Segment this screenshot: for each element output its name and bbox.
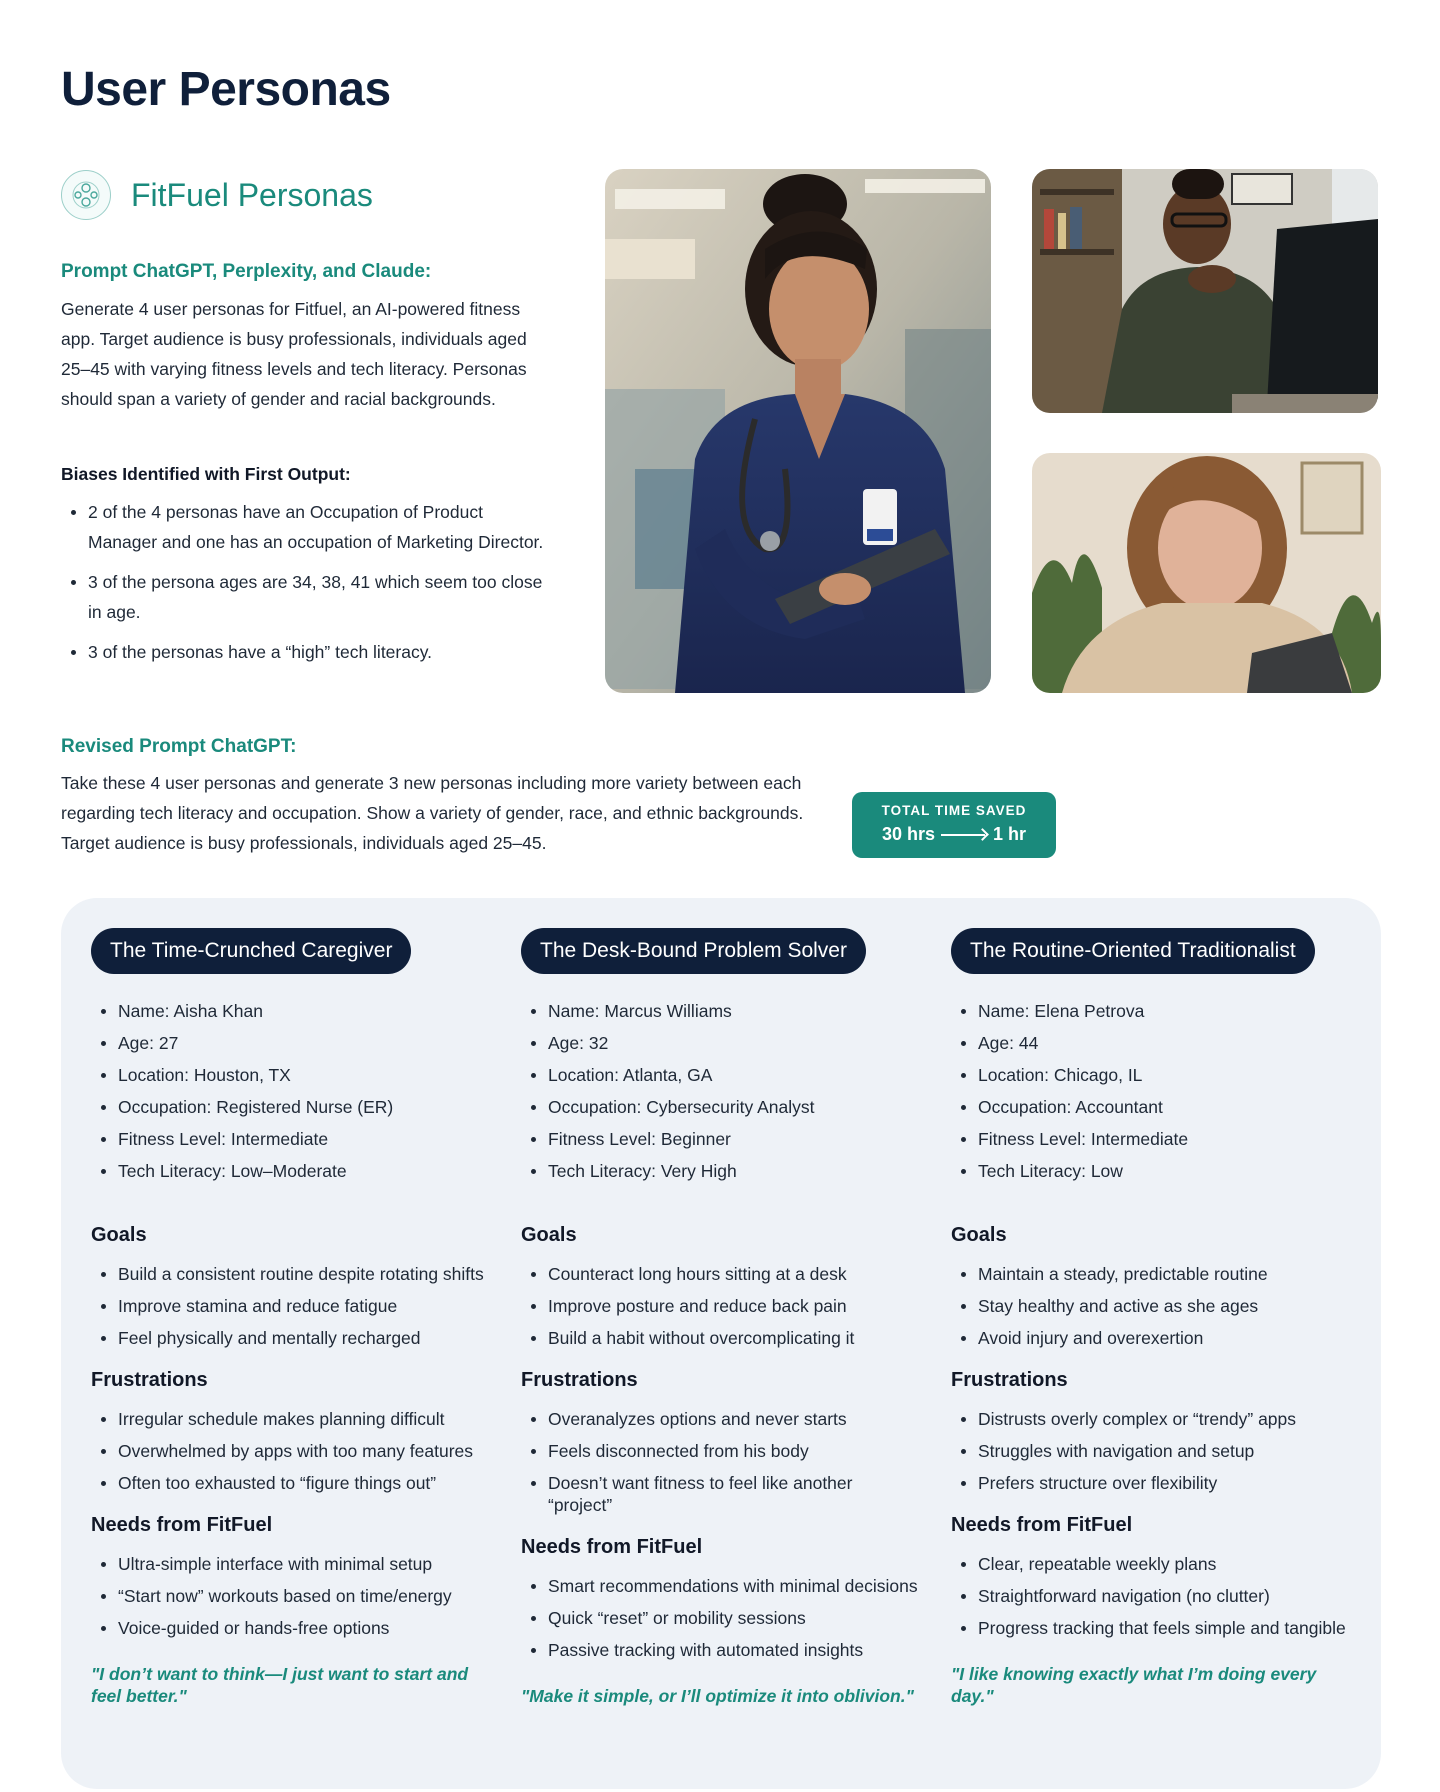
frustrations-list (521, 1408, 921, 1516)
persona-title: The Routine-Oriented Traditionalist (951, 928, 1315, 974)
time-saved-badge (852, 792, 1056, 858)
list-item: Smart recommendations with minimal decisions (521, 1575, 921, 1597)
persona-title: The Desk-Bound Problem Solver (521, 928, 866, 974)
goals-list (521, 1263, 921, 1349)
list-item: Irregular schedule makes planning difficult (91, 1408, 491, 1430)
frustrations-list (91, 1408, 491, 1494)
persona-title: The Time-Crunched Caregiver (91, 928, 411, 974)
list-item: Tech Literacy: Low–Moderate (91, 1160, 491, 1182)
list-item: Fitness Level: Beginner (521, 1128, 921, 1150)
needs-heading: Needs from FitFuel (521, 1536, 703, 1558)
list-item: Ultra-simple interface with minimal setup (91, 1553, 491, 1575)
list-item: Avoid injury and overexertion (951, 1327, 1351, 1349)
list-item: Location: Chicago, IL (951, 1064, 1351, 1086)
persona-quote: "Make it simple, or I’ll optimize it into oblivion." (521, 1686, 914, 1706)
list-item: Name: Marcus Williams (521, 1000, 921, 1022)
persona-photo-man (1032, 169, 1378, 413)
needs-list (951, 1553, 1351, 1639)
goals-heading: Goals (91, 1224, 147, 1246)
list-item: Often too exhausted to “figure things out” (91, 1472, 491, 1494)
list-item: Improve stamina and reduce fatigue (91, 1295, 491, 1317)
list-item: Stay healthy and active as she ages (951, 1295, 1351, 1317)
persona-card-problem-solver (521, 928, 921, 1707)
list-item: Straightforward navigation (no clutter) (951, 1585, 1351, 1607)
list-item: Voice-guided or hands-free options (91, 1617, 491, 1639)
list-item: Clear, repeatable weekly plans (951, 1553, 1351, 1575)
page-title: User Personas (61, 63, 391, 116)
list-item: 2 of the 4 personas have an Occupation of Product Manager and one has an occupation of Marketing Director. (61, 497, 551, 557)
list-item: Maintain a steady, predictable routine (951, 1263, 1351, 1285)
list-item: Tech Literacy: Low (951, 1160, 1351, 1182)
frustrations-list (951, 1408, 1351, 1494)
list-item: Age: 27 (91, 1032, 491, 1054)
persona-photo-woman (1032, 453, 1381, 693)
list-item: Name: Aisha Khan (91, 1000, 491, 1022)
list-item: Name: Elena Petrova (951, 1000, 1351, 1022)
frustrations-heading: Frustrations (951, 1369, 1068, 1391)
badge-from: 30 hrs (881, 824, 936, 844)
list-item: “Start now” workouts based on time/energy (91, 1585, 491, 1607)
list-item: Location: Atlanta, GA (521, 1064, 921, 1086)
list-item: Feel physically and mentally recharged (91, 1327, 491, 1349)
frustrations-heading: Frustrations (91, 1369, 208, 1391)
list-item: Build a habit without overcomplicating it (521, 1327, 921, 1349)
goals-heading: Goals (521, 1224, 577, 1246)
list-item: Prefers structure over flexibility (951, 1472, 1351, 1494)
prompt-text: Generate 4 user personas for Fitfuel, an AI-powered fitness app. Target audience is busy professionals, individuals aged 25–45 with varying fitness levels and tech literacy. Personas should span a variety of gender and racial backgrounds. (61, 299, 527, 409)
goals-heading: Goals (951, 1224, 1007, 1246)
list-item: Improve posture and reduce back pain (521, 1295, 921, 1317)
prompt-heading: Prompt ChatGPT, Perplexity, and Claude: (61, 261, 432, 282)
revised-prompt-heading: Revised Prompt ChatGPT: (61, 736, 297, 757)
persona-quote: "I like knowing exactly what I’m doing every day." (951, 1664, 1317, 1706)
list-item: Quick “reset” or mobility sessions (521, 1607, 921, 1629)
bias-heading: Biases Identified with First Output: (61, 464, 351, 484)
persona-card-traditionalist (951, 928, 1351, 1707)
persona-attributes (951, 1000, 1351, 1182)
list-item: Occupation: Registered Nurse (ER) (91, 1096, 491, 1118)
needs-heading: Needs from FitFuel (951, 1514, 1133, 1536)
list-item: Location: Houston, TX (91, 1064, 491, 1086)
list-item: Occupation: Accountant (951, 1096, 1351, 1118)
users-icon (61, 170, 111, 220)
list-item: Tech Literacy: Very High (521, 1160, 921, 1182)
list-item: Struggles with navigation and setup (951, 1440, 1351, 1462)
goals-list (91, 1263, 491, 1349)
list-item: Occupation: Cybersecurity Analyst (521, 1096, 921, 1118)
badge-label: TOTAL TIME SAVED (881, 803, 1027, 818)
list-item: Overanalyzes options and never starts (521, 1408, 921, 1430)
persona-photo-nurse (605, 169, 991, 693)
needs-heading: Needs from FitFuel (91, 1514, 273, 1536)
list-item: Counteract long hours sitting at a desk (521, 1263, 921, 1285)
list-item: Overwhelmed by apps with too many features (91, 1440, 491, 1462)
brand-header (61, 170, 373, 220)
list-item: Progress tracking that feels simple and tangible (951, 1617, 1351, 1639)
list-item: 3 of the personas have a “high” tech literacy. (61, 637, 551, 667)
list-item: Feels disconnected from his body (521, 1440, 921, 1462)
arrow-right-icon (941, 830, 987, 840)
list-item: Fitness Level: Intermediate (91, 1128, 491, 1150)
list-item: Distrusts overly complex or “trendy” apps (951, 1408, 1351, 1430)
frustrations-heading: Frustrations (521, 1369, 638, 1391)
bias-list (61, 497, 551, 677)
needs-list (521, 1575, 921, 1661)
persona-attributes (521, 1000, 921, 1182)
badge-value (852, 824, 1056, 845)
goals-list (951, 1263, 1351, 1349)
needs-list (91, 1553, 491, 1639)
brand-name: FitFuel Personas (131, 176, 373, 213)
list-item: Doesn’t want fitness to feel like another “project” (521, 1472, 921, 1516)
badge-to: 1 hr (993, 824, 1027, 844)
revised-prompt-text: Take these 4 user personas and generate 3 new personas including more variety between each regarding tech literacy and occupation. Show a variety of gender, race, and ethnic backgrounds. Target audience is busy professionals, individuals aged 25–45. (61, 773, 804, 853)
persona-attributes (91, 1000, 491, 1182)
persona-card-caregiver (91, 928, 491, 1707)
persona-quote: "I don’t want to think—I just want to start and feel better." (91, 1664, 469, 1706)
list-item: Age: 32 (521, 1032, 921, 1054)
list-item: Age: 44 (951, 1032, 1351, 1054)
list-item: Fitness Level: Intermediate (951, 1128, 1351, 1150)
list-item: 3 of the persona ages are 34, 38, 41 which seem too close in age. (61, 567, 551, 627)
list-item: Passive tracking with automated insights (521, 1639, 921, 1661)
list-item: Build a consistent routine despite rotating shifts (91, 1263, 491, 1285)
